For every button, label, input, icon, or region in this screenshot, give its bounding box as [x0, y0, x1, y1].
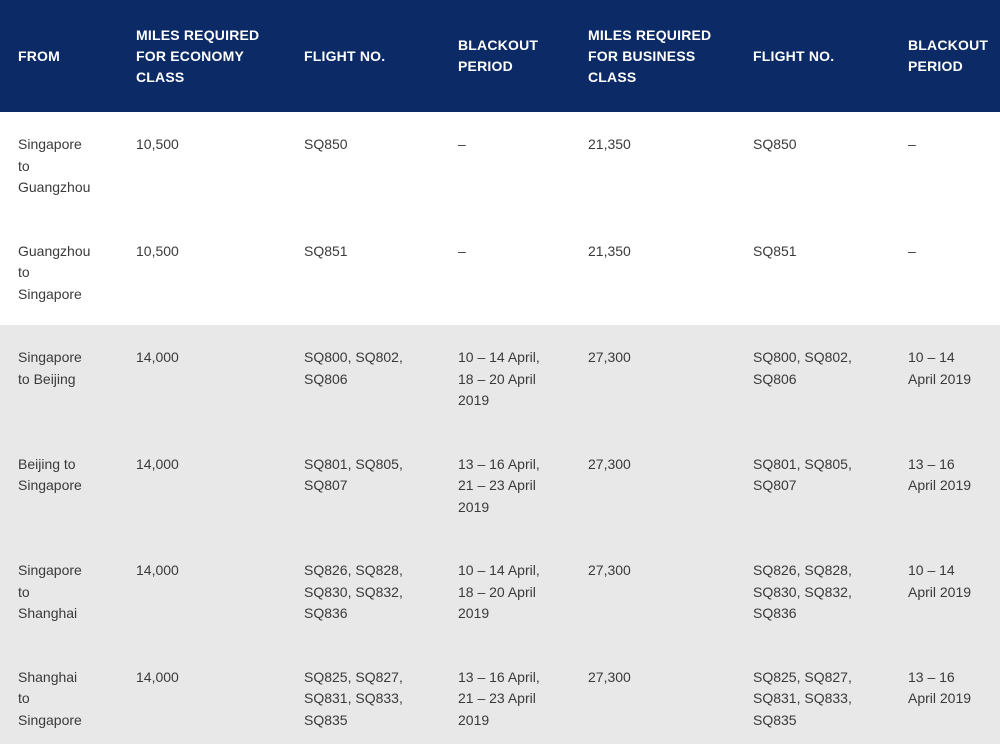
- cell-line: 13 – 16: [908, 455, 955, 472]
- cell-line: PERIOD: [458, 58, 513, 74]
- cell-blackout-economy: [440, 432, 570, 539]
- cell-line: to: [18, 157, 30, 174]
- cell-line: 2019: [458, 711, 490, 728]
- cell-line: 13 – 16 April,: [458, 668, 540, 685]
- table-row: [0, 432, 1000, 539]
- cell-line: 27,300: [588, 668, 631, 685]
- cell-miles-business: [570, 538, 735, 645]
- cell-line: SQ825, SQ827,: [753, 668, 852, 685]
- cell-flight-no-economy: [286, 645, 440, 744]
- cell-line: 13 – 16 April,: [458, 455, 540, 472]
- cell-flight-no-business: [735, 325, 890, 432]
- cell-line: SQ806: [753, 370, 797, 387]
- cell-miles-business: [570, 112, 735, 219]
- cell-line: April 2019: [908, 690, 972, 706]
- cell-line: FLIGHT NO.: [304, 47, 386, 64]
- cell-blackout-economy: [440, 538, 570, 645]
- cell-blackout-business: [890, 112, 1000, 219]
- cell-line: to: [18, 583, 30, 600]
- cell-line: 21 – 23 April: [458, 477, 536, 493]
- table-row: [0, 538, 1000, 645]
- cell-line: SQ801, SQ805,: [753, 455, 852, 472]
- cell-line: April 2019: [908, 477, 972, 493]
- cell-line: SQ807: [753, 477, 797, 493]
- cell-line: Singapore: [18, 711, 82, 728]
- cell-line: SQ800, SQ802,: [753, 349, 852, 365]
- table-row: [0, 112, 1000, 219]
- cell-line: 18 – 20 April: [458, 370, 536, 387]
- cell-line: 10,500: [136, 242, 179, 259]
- cell-line: 10 – 14 April,: [458, 349, 540, 365]
- cell-line: 10 – 14 April,: [458, 562, 540, 578]
- cell-line: FROM: [18, 47, 61, 64]
- cell-flight-no-business: [735, 538, 890, 645]
- cell-flight-no-business: [735, 432, 890, 539]
- cell-flight-no-economy: [286, 325, 440, 432]
- cell-line: SQ836: [304, 605, 348, 621]
- cell-line: –: [458, 242, 466, 259]
- cell-line: SQ830, SQ832,: [753, 583, 852, 600]
- cell-line: SQ835: [753, 711, 797, 728]
- cell-flight-no-economy: [286, 219, 440, 326]
- table-row: [0, 325, 1000, 432]
- cell-miles-business: [570, 645, 735, 744]
- cell-blackout-economy: [440, 325, 570, 432]
- cell-line: 27,300: [588, 349, 631, 365]
- cell-line: 13 – 16: [908, 668, 955, 685]
- cell-line: SQ807: [304, 477, 348, 493]
- cell-blackout-economy: [440, 645, 570, 744]
- cell-line: 27,300: [588, 455, 631, 472]
- cell-flight-no-economy: [286, 538, 440, 645]
- cell-miles-business: [570, 219, 735, 326]
- cell-line: 10,500: [136, 136, 179, 152]
- cell-line: to: [18, 690, 30, 706]
- cell-line: 2019: [458, 498, 490, 515]
- cell-line: 2019: [458, 605, 490, 621]
- cell-flight-no-business: [735, 112, 890, 219]
- cell-from: [0, 325, 118, 432]
- cell-line: 14,000: [136, 668, 179, 685]
- cell-line: SQ830, SQ832,: [304, 583, 403, 600]
- header-blackout-business: [890, 0, 1000, 112]
- cell-line: Singapore: [18, 136, 82, 152]
- cell-line: FOR ECONOMY: [136, 47, 244, 64]
- cell-from: [0, 538, 118, 645]
- cell-blackout-business: [890, 432, 1000, 539]
- cell-line: SQ835: [304, 711, 348, 728]
- cell-line: Shanghai: [18, 605, 78, 621]
- cell-line: Singapore: [18, 349, 82, 365]
- cell-from: [0, 432, 118, 539]
- cell-miles-economy: [118, 645, 286, 744]
- cell-miles-economy: [118, 325, 286, 432]
- cell-line: –: [908, 136, 916, 152]
- cell-line: to: [18, 264, 30, 280]
- cell-line: SQ826, SQ828,: [304, 562, 403, 578]
- cell-line: SQ831, SQ833,: [753, 690, 852, 706]
- cell-flight-no-business: [735, 219, 890, 326]
- cell-line: April 2019: [908, 583, 972, 600]
- header-row: [0, 0, 1000, 112]
- cell-blackout-business: [890, 645, 1000, 744]
- cell-blackout-business: [890, 538, 1000, 645]
- cell-miles-economy: [118, 219, 286, 326]
- cell-blackout-business: [890, 325, 1000, 432]
- table-body: [0, 112, 1000, 744]
- cell-line: 21,350: [588, 136, 631, 152]
- cell-line: 21,350: [588, 242, 631, 259]
- cell-line: 14,000: [136, 349, 179, 365]
- cell-line: FLIGHT NO.: [753, 47, 835, 64]
- cell-line: CLASS: [588, 68, 637, 85]
- cell-miles-economy: [118, 432, 286, 539]
- cell-from: [0, 645, 118, 744]
- cell-line: CLASS: [136, 68, 185, 85]
- header-miles-economy: [118, 0, 286, 112]
- cell-miles-business: [570, 325, 735, 432]
- cell-line: April 2019: [908, 370, 972, 387]
- cell-miles-economy: [118, 112, 286, 219]
- header-flight-no-economy: [286, 0, 440, 112]
- cell-miles-economy: [118, 538, 286, 645]
- cell-line: SQ826, SQ828,: [753, 562, 852, 578]
- cell-line: PERIOD: [908, 58, 963, 74]
- cell-line: 10 – 14: [908, 349, 955, 365]
- cell-blackout-business: [890, 219, 1000, 326]
- cell-line: SQ836: [753, 605, 797, 621]
- cell-line: 14,000: [136, 562, 179, 578]
- table-row: [0, 219, 1000, 326]
- cell-line: Shanghai: [18, 668, 78, 685]
- cell-from: [0, 219, 118, 326]
- header-blackout-economy: [440, 0, 570, 112]
- table-row: [0, 645, 1000, 744]
- cell-line: 10 – 14: [908, 562, 955, 578]
- table-header: [0, 0, 1000, 112]
- header-miles-business: [570, 0, 735, 112]
- cell-line: SQ851: [753, 242, 797, 259]
- cell-line: FOR BUSINESS: [588, 47, 696, 64]
- cell-line: BLACKOUT: [458, 37, 539, 53]
- cell-line: SQ825, SQ827,: [304, 668, 403, 685]
- cell-line: MILES REQUIRED: [588, 26, 712, 43]
- cell-line: Singapore: [18, 285, 82, 302]
- cell-from: [0, 112, 118, 219]
- cell-line: SQ800, SQ802,: [304, 349, 403, 365]
- cell-line: SQ850: [753, 136, 797, 152]
- cell-line: SQ801, SQ805,: [304, 455, 403, 472]
- cell-flight-no-economy: [286, 432, 440, 539]
- cell-line: Singapore: [18, 477, 82, 493]
- cell-flight-no-business: [735, 645, 890, 744]
- cell-line: MILES REQUIRED: [136, 26, 260, 43]
- header-flight-no-business: [735, 0, 890, 112]
- cell-line: 18 – 20 April: [458, 583, 536, 600]
- cell-line: –: [458, 136, 466, 152]
- cell-line: 21 – 23 April: [458, 690, 536, 706]
- cell-line: Guangzhou: [18, 242, 91, 259]
- cell-line: –: [908, 242, 916, 259]
- cell-line: 14,000: [136, 455, 179, 472]
- cell-miles-business: [570, 432, 735, 539]
- cell-line: SQ851: [304, 242, 348, 259]
- cell-line: SQ850: [304, 136, 348, 152]
- cell-line: 27,300: [588, 562, 631, 578]
- cell-line: Beijing to: [18, 455, 76, 472]
- cell-blackout-economy: [440, 219, 570, 326]
- header-from: [0, 0, 118, 112]
- cell-line: 2019: [458, 392, 490, 408]
- cell-line: to Beijing: [18, 370, 76, 387]
- cell-line: SQ806: [304, 370, 348, 387]
- cell-flight-no-economy: [286, 112, 440, 219]
- cell-blackout-economy: [440, 112, 570, 219]
- cell-line: Singapore: [18, 562, 82, 578]
- cell-line: Guangzhou: [18, 179, 91, 195]
- cell-line: SQ831, SQ833,: [304, 690, 403, 706]
- cell-line: BLACKOUT: [908, 37, 989, 53]
